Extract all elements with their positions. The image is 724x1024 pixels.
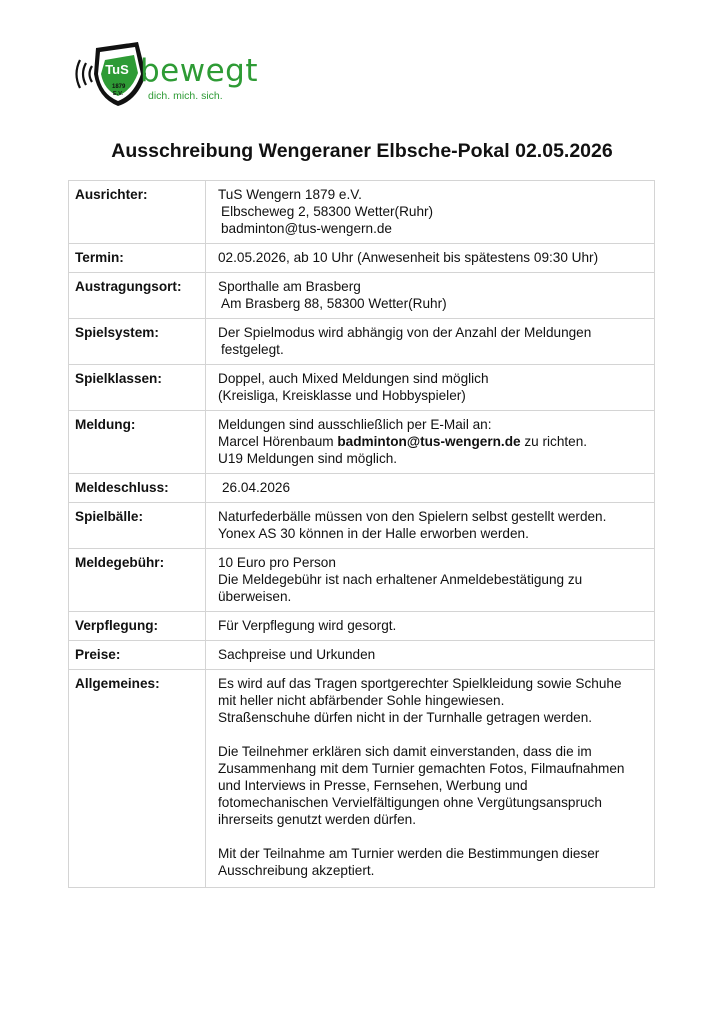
row-value xyxy=(206,612,655,641)
contact-name: Marcel Hörenbaum xyxy=(218,434,338,449)
text-line xyxy=(218,433,648,450)
row-value xyxy=(206,244,655,273)
text-line: Der Spielmodus wird abhängig von der Anzahl der Meldungen xyxy=(218,325,592,340)
row-meldung xyxy=(69,411,655,474)
text-line: (Kreisliga, Kreisklasse und Hobbyspieler) xyxy=(218,388,466,403)
row-value xyxy=(206,365,655,411)
text-line: Sachpreise und Urkunden xyxy=(218,647,376,662)
text-line: Naturfederbälle müssen von den Spielern selbst gestellt werden. xyxy=(218,509,607,524)
text-line: Ausschreibung akzeptiert. xyxy=(218,863,375,878)
row-value xyxy=(206,474,655,503)
organizer-address: Elbscheweg 2, 58300 Wetter(Ruhr) xyxy=(221,204,434,219)
row-label: Austragungsort: xyxy=(69,273,206,319)
row-label: Verpflegung: xyxy=(69,612,206,641)
row-austragungsort xyxy=(69,273,655,319)
text-line: U19 Meldungen sind möglich. xyxy=(218,451,398,466)
organizer-name: TuS Wengern 1879 e.V. xyxy=(218,187,362,202)
row-spielsystem xyxy=(69,319,655,365)
row-value xyxy=(206,181,655,244)
row-preise xyxy=(69,641,655,670)
row-meldegebuehr xyxy=(69,549,655,612)
registration-email: badminton@tus-wengern.de xyxy=(337,434,521,449)
row-label: Meldegebühr: xyxy=(69,549,206,612)
row-value xyxy=(206,273,655,319)
paragraph-gap xyxy=(218,828,648,845)
text-line: Mit der Teilnahme am Turnier werden die Bestimmungen dieser xyxy=(218,846,600,861)
text-line: Es wird auf das Tragen sportgerechter Spielkleidung sowie Schuhe xyxy=(218,676,622,691)
row-value xyxy=(206,411,655,474)
text-suffix: zu richten. xyxy=(520,434,588,449)
date-text: 02.05.2026, ab 10 Uhr (Anwesenheit bis spätestens 09:30 Uhr) xyxy=(218,250,599,265)
venue-address: Am Brasberg 88, 58300 Wetter(Ruhr) xyxy=(221,296,447,311)
row-termin xyxy=(69,244,655,273)
row-ausrichter xyxy=(69,181,655,244)
sound-waves-icon xyxy=(77,60,93,88)
row-label: Spielbälle: xyxy=(69,503,206,549)
row-label: Meldung: xyxy=(69,411,206,474)
row-value xyxy=(206,641,655,670)
row-label: Spielklassen: xyxy=(69,365,206,411)
tender-table xyxy=(68,180,655,888)
text-line: überweisen. xyxy=(218,589,292,604)
organizer-email: badminton@tus-wengern.de xyxy=(221,221,392,236)
row-allgemeines xyxy=(69,670,655,888)
text-line: Die Meldegebühr ist nach erhaltener Anmeldebestätigung zu xyxy=(218,572,583,587)
paragraph-gap xyxy=(218,726,648,743)
brand-slogan: dich. mich. sich. xyxy=(148,90,223,102)
row-verpflegung xyxy=(69,612,655,641)
row-value xyxy=(206,319,655,365)
club-badge-icon xyxy=(94,42,146,106)
row-label: Ausrichter: xyxy=(69,181,206,244)
row-spielbaelle xyxy=(69,503,655,549)
text-line: Straßenschuhe dürfen nicht in der Turnhalle getragen werden. xyxy=(218,710,593,725)
text-line: Doppel, auch Mixed Meldungen sind möglich xyxy=(218,371,489,386)
text-line: festgelegt. xyxy=(221,342,284,357)
row-spielklassen xyxy=(69,365,655,411)
row-label: Spielsystem: xyxy=(69,319,206,365)
text-line: Zusammenhang mit dem Turnier gemachten Fotos, Filmaufnahmen xyxy=(218,761,625,776)
row-value xyxy=(206,549,655,612)
brand-wordmark: bewegt xyxy=(140,53,259,89)
text-line: Meldungen sind ausschließlich per E-Mail an: xyxy=(218,417,492,432)
fee-amount: 10 Euro pro Person xyxy=(218,555,336,570)
text-line: fotomechanischen Vervielfältigungen ohne Vergütungsanspruch xyxy=(218,795,602,810)
venue-name: Sporthalle am Brasberg xyxy=(218,279,361,294)
row-label: Termin: xyxy=(69,244,206,273)
text-line: mit heller nicht abfärbender Sohle hingewiesen. xyxy=(218,693,505,708)
text-line: und Interviews in Presse, Fernsehen, Werbung und xyxy=(218,778,528,793)
row-value xyxy=(206,503,655,549)
row-label: Meldeschluss: xyxy=(69,474,206,503)
document-title: Ausschreibung Wengeraner Elbsche-Pokal 02.05.2026 xyxy=(111,140,613,162)
svg-text:E.V.: E.V. xyxy=(113,91,123,97)
text-line: Die Teilnehmer erklären sich damit einverstanden, dass die im xyxy=(218,744,592,759)
row-label: Preise: xyxy=(69,641,206,670)
row-meldeschluss xyxy=(69,474,655,503)
row-value xyxy=(206,670,655,888)
text-line: Für Verpflegung wird gesorgt. xyxy=(218,618,397,633)
text-line: ihrerseits genutzt werden dürfen. xyxy=(218,812,416,827)
text-line: Yonex AS 30 können in der Halle erworben werden. xyxy=(218,526,529,541)
deadline-date: 26.04.2026 xyxy=(222,480,291,495)
svg-text:TuS: TuS xyxy=(105,62,129,77)
row-label: Allgemeines: xyxy=(69,670,206,888)
svg-text:1879: 1879 xyxy=(112,84,126,90)
